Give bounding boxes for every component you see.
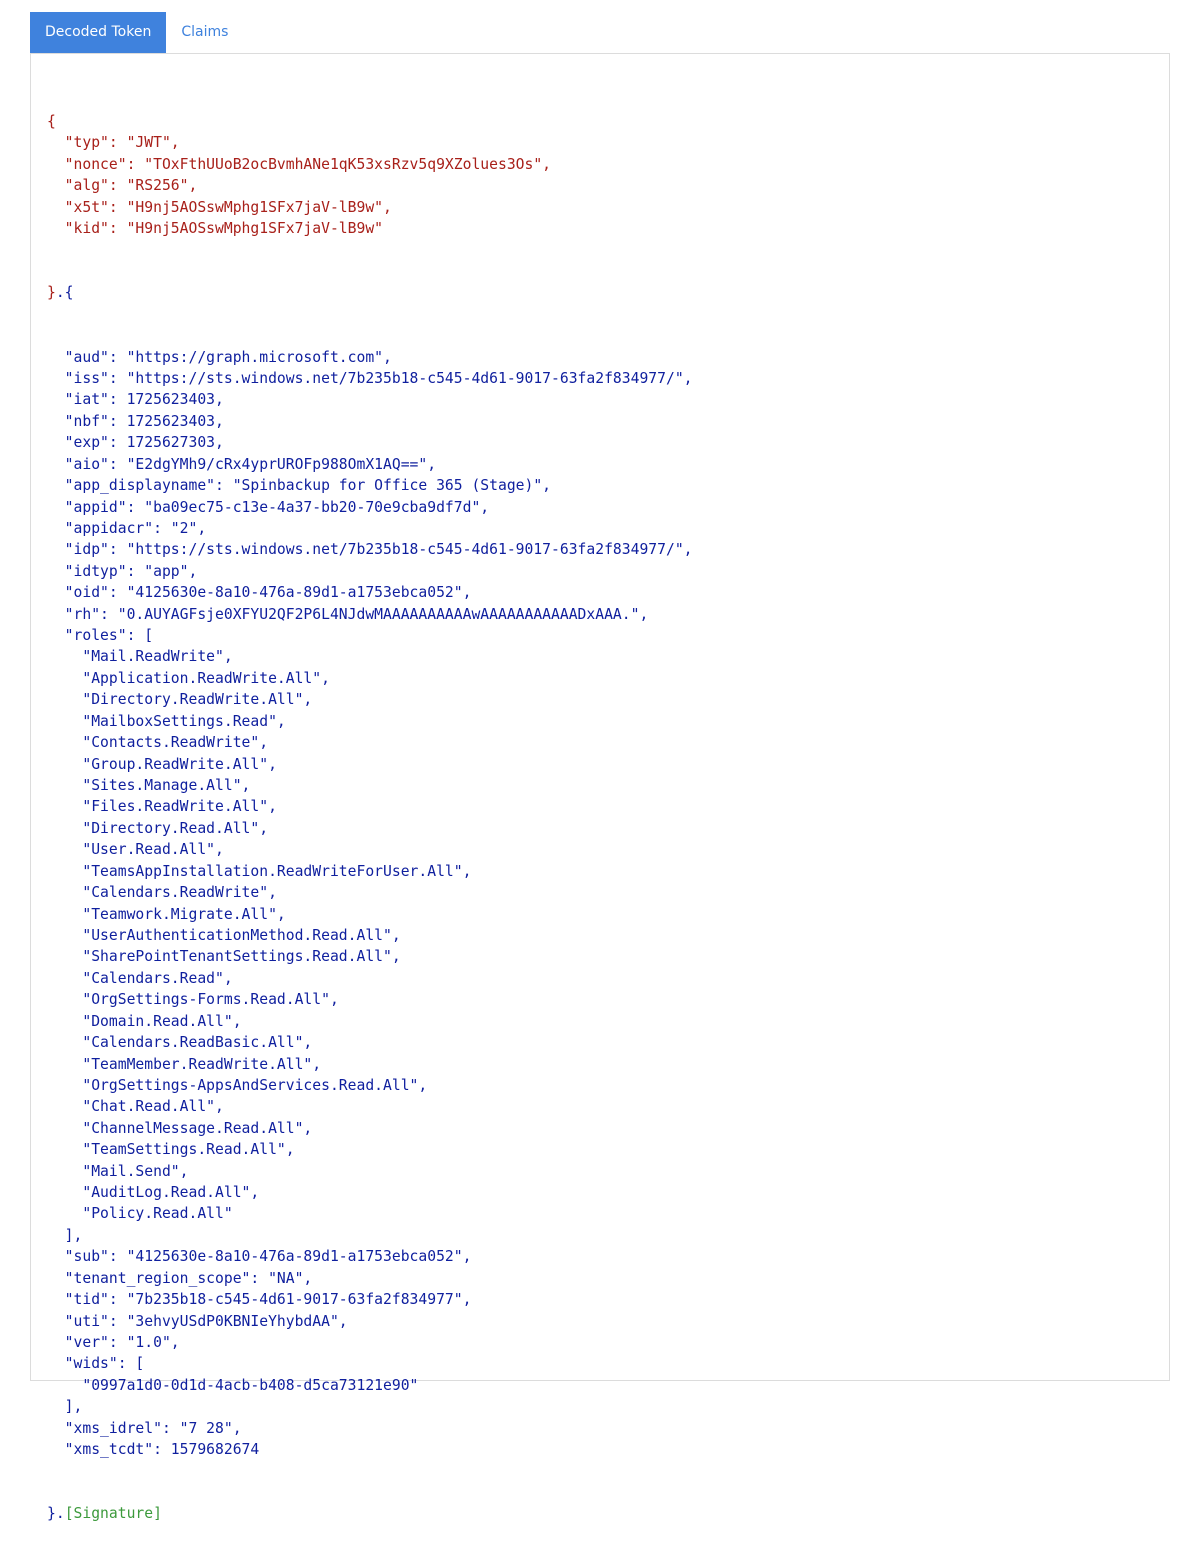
payload-line: "AuditLog.Read.All", xyxy=(47,1184,260,1202)
payload-line: "OrgSettings-AppsAndServices.Read.All", xyxy=(47,1076,428,1094)
payload-line: "nbf": 1725623403, xyxy=(47,412,224,430)
payload-line: "aud": "https://graph.microsoft.com", xyxy=(47,348,392,366)
header-line: "alg": "RS256", xyxy=(47,177,198,195)
payload-line: "Calendars.Read", xyxy=(47,969,233,987)
payload-line: "Directory.ReadWrite.All", xyxy=(47,691,313,709)
payload-line: "uti": "3ehvyUSdP0KBNIeYhybdAA", xyxy=(47,1312,348,1330)
payload-line: "Mail.ReadWrite", xyxy=(47,648,233,666)
signature-placeholder: [Signature] xyxy=(64,1505,162,1523)
payload-line: "Mail.Send", xyxy=(47,1162,189,1180)
payload-line: "UserAuthenticationMethod.Read.All", xyxy=(47,926,401,944)
tab-bar xyxy=(30,12,243,53)
payload-line: "wids": [ xyxy=(47,1355,145,1373)
payload-line: "SharePointTenantSettings.Read.All", xyxy=(47,948,401,966)
tab-decoded-token[interactable]: Decoded Token xyxy=(30,12,166,53)
tab-claims[interactable]: Claims xyxy=(181,24,229,40)
payload-close-brace: }. xyxy=(47,1505,65,1523)
header-line: "nonce": "TOxFthUUoB2ocBvmhANe1qK53xsRzv5q9XZolues3Os", xyxy=(47,155,552,173)
payload-line: "xms_idrel": "7 28", xyxy=(47,1419,242,1437)
payload-line: "idp": "https://sts.windows.net/7b235b18-c545-4d61-9017-63fa2f834977/", xyxy=(47,541,693,559)
payload-line: "Policy.Read.All" xyxy=(47,1205,233,1223)
payload-line: "Calendars.ReadBasic.All", xyxy=(47,1034,313,1052)
payload-line: "Sites.Manage.All", xyxy=(47,777,251,795)
payload-line: "Files.ReadWrite.All", xyxy=(47,798,277,816)
header-line: "x5t": "H9nj5AOSswMphg1SFx7jaV-lB9w", xyxy=(47,198,392,216)
payload-line: "Application.ReadWrite.All", xyxy=(47,669,330,687)
payload-line: "Directory.Read.All", xyxy=(47,819,269,837)
decoded-token-code xyxy=(47,68,693,1568)
payload-line: "exp": 1725627303, xyxy=(47,434,224,452)
payload-line: "0997a1d0-0d1d-4acb-b408-d5ca73121e90" xyxy=(47,1376,419,1394)
payload-line: "appid": "ba09ec75-c13e-4a37-bb20-70e9cba9df7d", xyxy=(47,498,490,516)
header-line: "typ": "JWT", xyxy=(47,134,180,152)
payload-line: "aio": "E2dgYMh9/cRx4yprUROFp988OmX1AQ==", xyxy=(47,455,437,473)
payload-line: "iss": "https://sts.windows.net/7b235b18-c545-4d61-9017-63fa2f834977/", xyxy=(47,370,693,387)
jwt-header xyxy=(47,111,693,240)
payload-line: "roles": [ xyxy=(47,627,154,645)
payload-line: "ver": "1.0", xyxy=(47,1333,180,1351)
payload-line: ], xyxy=(47,1226,83,1244)
payload-signature-line xyxy=(47,1503,693,1524)
payload-line: "TeamMember.ReadWrite.All", xyxy=(47,1055,322,1073)
payload-line: "MailboxSettings.Read", xyxy=(47,712,286,730)
payload-line: "Calendars.ReadWrite", xyxy=(47,884,277,902)
header-close-brace: } xyxy=(47,284,56,302)
payload-line: "xms_tcdt": 1579682674 xyxy=(47,1441,260,1459)
payload-line: "Group.ReadWrite.All", xyxy=(47,755,277,773)
payload-line: "ChannelMessage.Read.All", xyxy=(47,1119,313,1137)
decoded-token-panel xyxy=(30,53,1170,1523)
payload-line: "rh": "0.AUYAGFsje0XFYU2QF2P6L4NJdwMAAAAAAAAAAwAAAAAAAAAAADxAAA.", xyxy=(47,605,649,623)
payload-line: "tid": "7b235b18-c545-4d61-9017-63fa2f834977", xyxy=(47,1291,472,1309)
payload-line: "Domain.Read.All", xyxy=(47,1012,242,1030)
payload-line: "iat": 1725623403, xyxy=(47,391,224,409)
header-payload-separator xyxy=(47,282,693,303)
payload-line: "idtyp": "app", xyxy=(47,562,198,580)
payload-line: "sub": "4125630e-8a10-476a-89d1-a1753ebca052", xyxy=(47,1248,472,1266)
payload-line: "oid": "4125630e-8a10-476a-89d1-a1753ebca052", xyxy=(47,584,472,602)
payload-line: "appidacr": "2", xyxy=(47,519,207,537)
payload-line: "User.Read.All", xyxy=(47,841,224,859)
payload-line: "Chat.Read.All", xyxy=(47,1098,224,1116)
payload-line: "TeamsAppInstallation.ReadWriteForUser.All", xyxy=(47,862,472,880)
payload-line: "tenant_region_scope": "NA", xyxy=(47,1269,313,1287)
payload-line: "TeamSettings.Read.All", xyxy=(47,1141,295,1159)
payload-line: "OrgSettings-Forms.Read.All", xyxy=(47,991,339,1009)
payload-line: "Teamwork.Migrate.All", xyxy=(47,905,286,923)
payload-open-brace: .{ xyxy=(55,284,74,302)
header-line: "kid": "H9nj5AOSswMphg1SFx7jaV-lB9w" xyxy=(47,219,384,237)
jwt-payload xyxy=(47,347,693,1461)
payload-line: "Contacts.ReadWrite", xyxy=(47,734,269,752)
payload-line: ], xyxy=(47,1398,83,1416)
payload-line: "app_displayname": "Spinbackup for Office 365 (Stage)", xyxy=(47,477,552,495)
header-line: { xyxy=(47,112,56,130)
